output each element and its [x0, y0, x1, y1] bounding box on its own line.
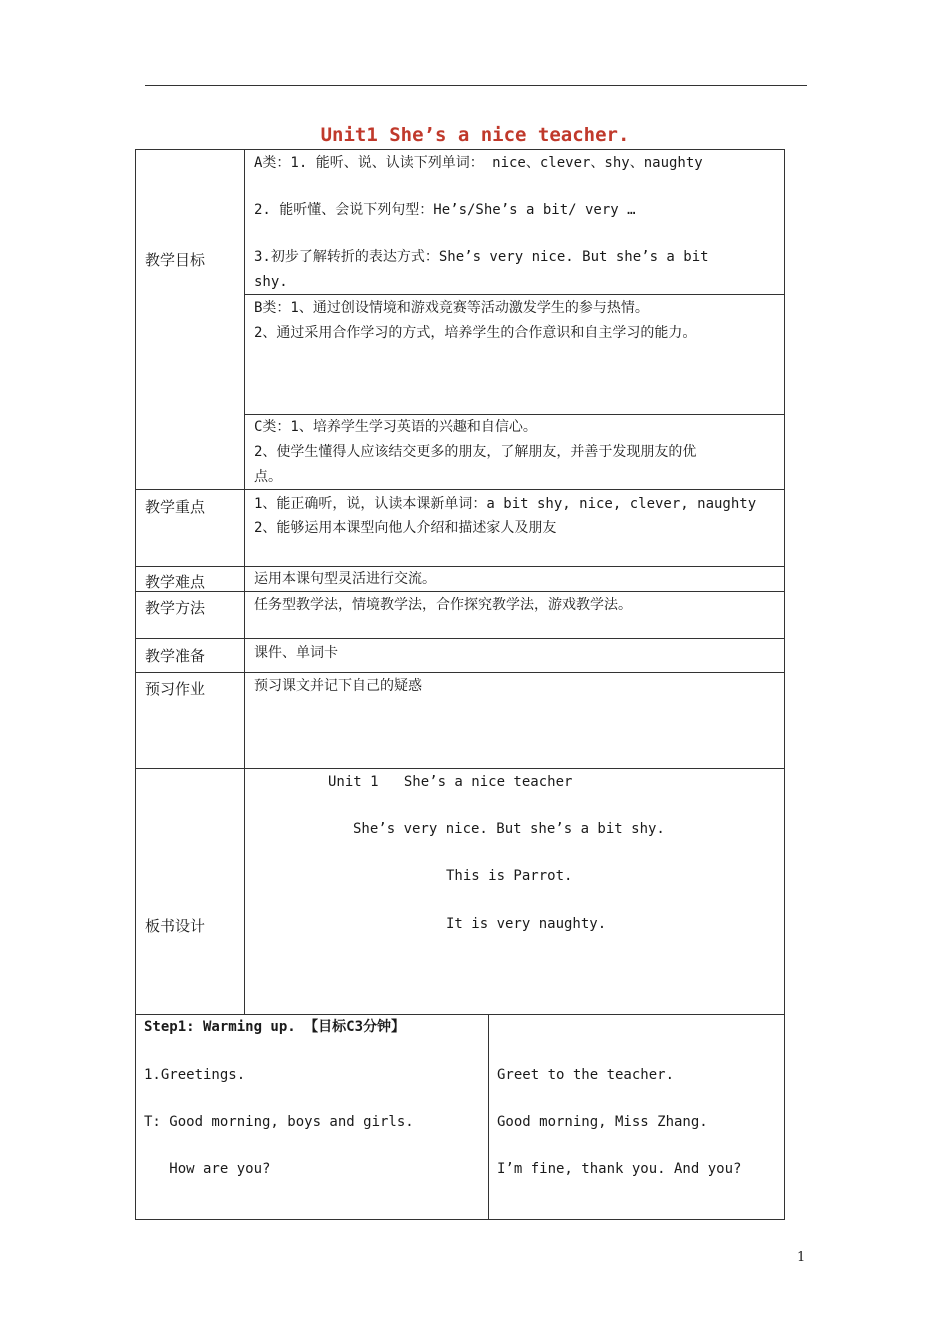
homework-text: 预习课文并记下自己的疑惑	[254, 678, 422, 694]
preparation-label: 教学准备	[145, 647, 206, 665]
objective-a-line-2: 2. 能听懂、会说下列句型：He’s/She’s a bit/ very …	[254, 202, 636, 218]
step1-left-line-3: How are you?	[144, 1161, 271, 1177]
key-points-line-1: 1、能正确听，说，认读本课新单词：a bit shy, nice, clever, naughty	[254, 496, 757, 512]
page-number: 1	[797, 1250, 806, 1265]
step1-left-line-2: T: Good morning, boys and girls.	[144, 1114, 414, 1130]
step1-heading: Step1: Warming up. 【目标C3分钟】	[144, 1019, 406, 1035]
objective-c-line-3: 点。	[254, 469, 282, 485]
methods-text: 任务型教学法，情境教学法，合作探究教学法，游戏教学法。	[254, 597, 632, 613]
board-label: 板书设计	[145, 917, 206, 935]
objective-b-line-1: B类：1、通过创设情境和游戏竞赛等活动激发学生的参与热情。	[254, 300, 649, 316]
objective-a-line-4: shy.	[254, 274, 288, 290]
key-points-line-2: 2、能够运用本课型向他人介绍和描述家人及朋友	[254, 520, 557, 536]
step1-right-line-1: Greet to the teacher.	[497, 1067, 675, 1083]
homework-label: 预习作业	[145, 680, 206, 698]
objective-c-line-1: C类：1、培养学生学习英语的兴趣和自信心。	[254, 419, 537, 435]
step1-right-line-2: Good morning, Miss Zhang.	[497, 1114, 708, 1130]
board-line-3: This is Parrot.	[446, 868, 573, 884]
step1-right-line-3: I’m fine, thank you. And you?	[497, 1161, 742, 1177]
objective-a-line-3: 3.初步了解转折的表达方式：She’s very nice. But she’s a bit	[254, 249, 709, 265]
methods-label: 教学方法	[145, 599, 206, 617]
step1-left-line-1: 1.Greetings.	[144, 1067, 246, 1083]
key-points-label: 教学重点	[145, 498, 206, 516]
objective-a-line-1: A类：1. 能听、说、认读下列单词： nice、clever、shy、naughty	[254, 155, 703, 171]
objectives-label: 教学目标	[145, 251, 206, 269]
difficulties-label: 教学难点	[145, 573, 206, 591]
objective-c-line-2: 2、使学生懂得人应该结交更多的朋友，了解朋友，并善于发现朋友的优	[254, 444, 697, 460]
objective-b-line-2: 2、通过采用合作学习的方式，培养学生的合作意识和自主学习的能力。	[254, 325, 697, 341]
header-rule	[145, 85, 807, 86]
board-line-1: Unit 1 She’s a nice teacher	[328, 774, 573, 790]
page-title: Unit1 She’s a nice teacher.	[320, 124, 630, 146]
board-line-2: She’s very nice. But she’s a bit shy.	[353, 821, 665, 837]
preparation-text: 课件、单词卡	[254, 645, 338, 661]
board-line-4: It is very naughty.	[446, 916, 607, 932]
difficulties-text: 运用本课句型灵活进行交流。	[254, 571, 436, 587]
